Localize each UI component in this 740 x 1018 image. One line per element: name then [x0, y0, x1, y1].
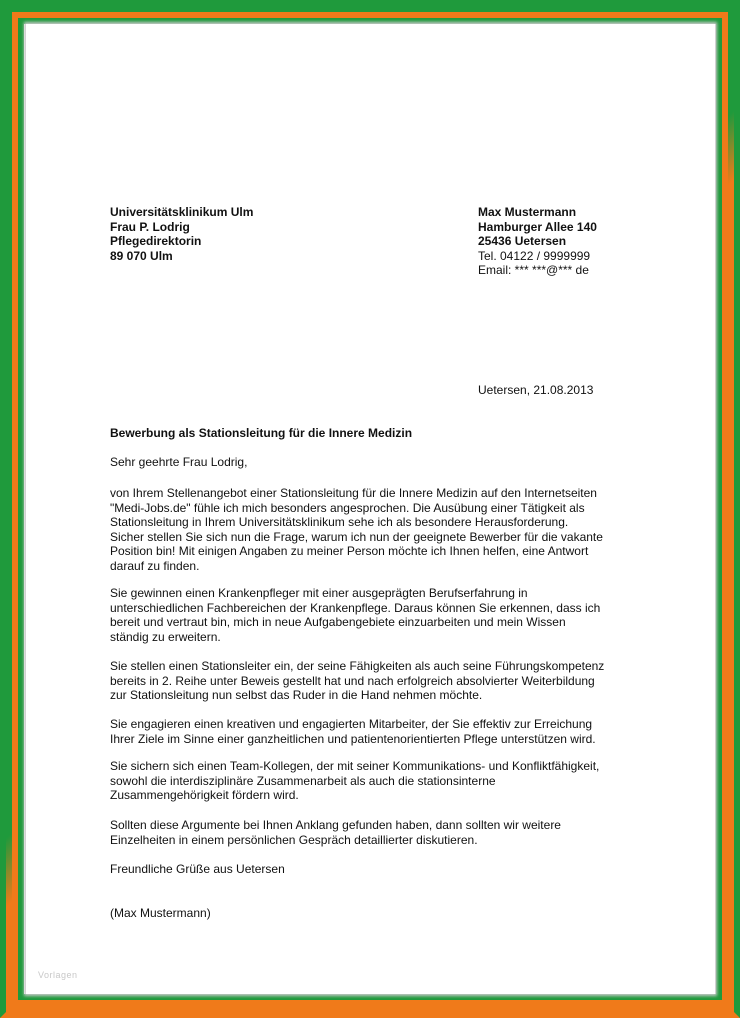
sender-city: 25436 Uetersen — [478, 234, 567, 248]
paragraph-leadership — [110, 659, 630, 703]
sender-email: Email: *** ***@*** de — [478, 263, 589, 277]
paragraph-creative — [110, 717, 630, 746]
paragraph-line: ständig zu erweitern. — [110, 629, 221, 644]
recipient-address — [110, 205, 410, 263]
sender-phone: Tel. 04122 / 9999999 — [478, 248, 591, 263]
recipient-line: Frau P. Lodrig — [110, 219, 190, 234]
salutation: Sehr geehrte Frau Lodrig, — [110, 455, 248, 469]
paragraph-line: zur Stationsleitung nun selbst das Ruder in die Hand nehmen möchte. — [110, 688, 483, 702]
paragraph-line: Sie sichern sich einen Team-Kollegen, der mit seiner Kommunikations- und Konfliktfähigkeit, — [110, 759, 600, 773]
paragraph-line: bereits in 2. Reihe unter Beweis gestellt hat und nach erfolgreich absolvierter Weiterbildung — [110, 673, 595, 688]
paragraph-line: Einzelheiten in einem persönlichen Gespräch detaillierter diskutieren. — [110, 832, 478, 847]
letter-page — [26, 24, 715, 994]
paragraph-line: sowohl die interdisziplinäre Zusammenarbeit als auch die stationsinterne — [110, 773, 496, 788]
paragraph-intro — [110, 486, 630, 573]
paragraph-line: Sollten diese Argumente bei Ihnen Anklang gefunden haben, dann sollten wir weitere — [110, 818, 561, 832]
paragraph-experience — [110, 586, 630, 644]
watermark-text: Vorlagen — [38, 970, 78, 980]
paragraph-line: von Ihrem Stellenangebot einer Stationsleitung für die Innere Medizin auf den Internetseiten — [110, 486, 597, 500]
letter-subject: Bewerbung als Stationsleitung für die Innere Medizin — [110, 426, 413, 440]
paragraph-line: Position bin! Mit einigen Angaben zu meiner Person möchte ich Ihnen helfen, eine Antwort — [110, 544, 589, 558]
paragraph-line: Ihrer Ziele im Sinne einer ganzheitlichen und patientenorientierten Pflege unterstützen wird. — [110, 731, 596, 746]
paragraph-line: Stationsleitung in Ihrem Universitätsklinikum sehe ich als besondere Herausforderung. — [110, 515, 569, 529]
paragraph-line: Sicher stellen Sie sich nun die Frage, warum ich nun der geeignete Bewerber für die vakante — [110, 529, 603, 544]
paragraph-line: "Medi-Jobs.de" fühle ich mich besonders angesprochen. Die Ausübung einer Tätigkeit als — [110, 500, 585, 515]
sender-address — [478, 205, 698, 278]
sender-street: Hamburger Allee 140 — [478, 219, 597, 234]
recipient-line: Universitätsklinikum Ulm — [110, 205, 254, 219]
recipient-line: 89 070 Ulm — [110, 248, 173, 263]
letter-date: Uetersen, 21.08.2013 — [478, 383, 594, 397]
closing-greeting: Freundliche Grüße aus Uetersen — [110, 862, 285, 876]
paragraph-line: Sie gewinnen einen Krankenpfleger mit einer ausgeprägten Berufserfahrung in — [110, 586, 528, 600]
paragraph-line: darauf zu finden. — [110, 558, 200, 573]
recipient-line: Pflegedirektorin — [110, 234, 202, 248]
paragraph-line: Sie engagieren einen kreativen und engagierten Mitarbeiter, der Sie effektiv zur Erreichung — [110, 717, 593, 731]
sender-name: Max Mustermann — [478, 205, 577, 219]
paragraph-line: Zusammengehörigkeit fördern wird. — [110, 788, 299, 802]
signature: (Max Mustermann) — [110, 906, 211, 920]
paragraph-conclusion — [110, 818, 630, 847]
paragraph-team — [110, 759, 630, 803]
paragraph-line: Sie stellen einen Stationsleiter ein, der seine Fähigkeiten als auch seine Führungskompetenz — [110, 659, 605, 673]
paragraph-line: bereit und vertraut bin, mich in neue Aufgabengebiete einzuarbeiten und mein Wissen — [110, 615, 566, 629]
paragraph-line: unterschiedlichen Fachbereichen der Krankenpflege. Daraus können Sie erkennen, dass ich — [110, 600, 601, 615]
